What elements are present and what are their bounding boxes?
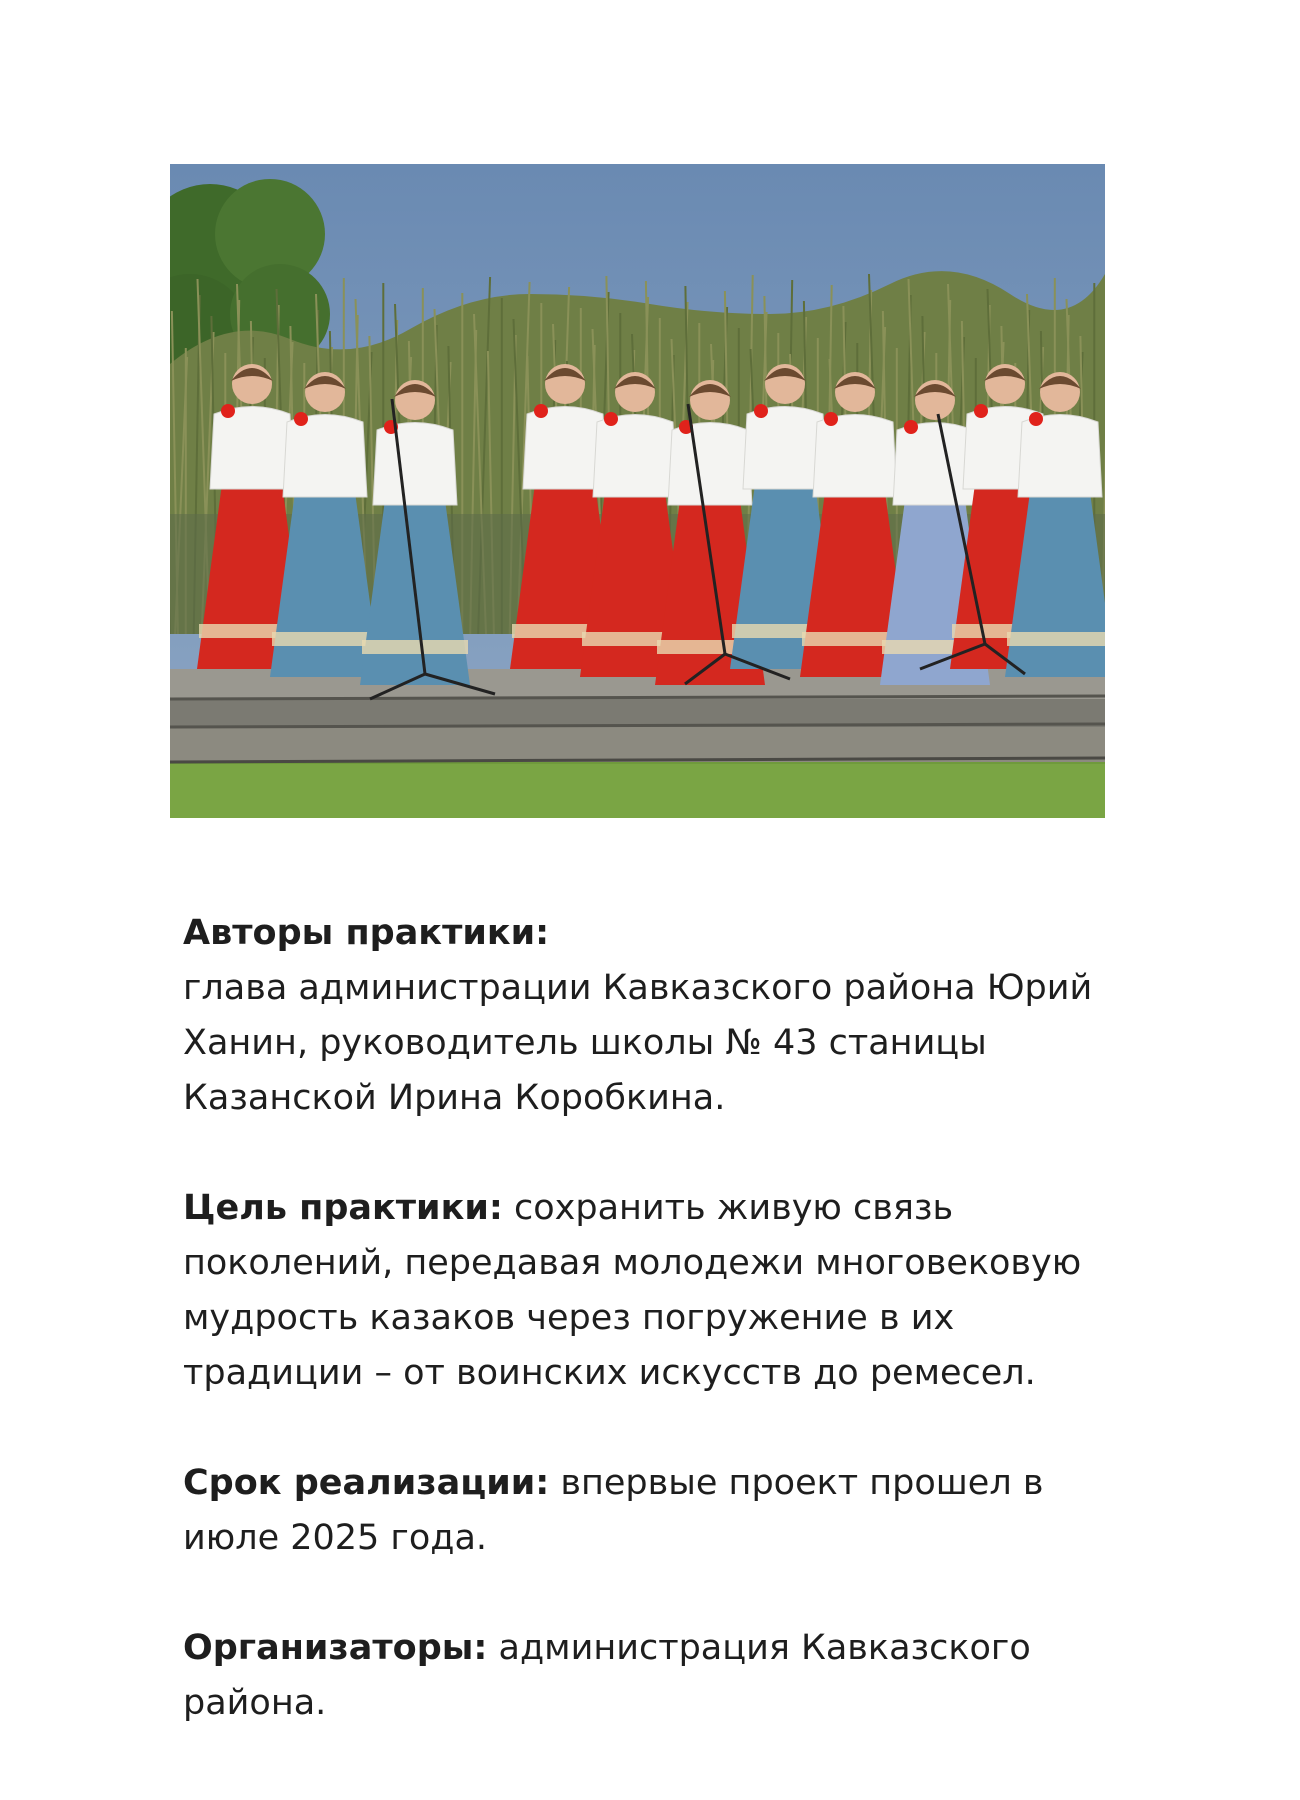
organizers-line-2: района. (183, 1683, 327, 1723)
performance-photo (170, 164, 1105, 818)
organizers-section (183, 1621, 1143, 1731)
goal-line-4: традиции – от воинских искусств до ремесел. (183, 1353, 1036, 1393)
authors-line-3: Казанской Ирина Коробкина. (183, 1078, 726, 1118)
timeline-label: Срок реализации: (183, 1463, 550, 1503)
authors-line-1: глава администрации Кавказского района Юрий (183, 968, 1093, 1008)
authors-line-2: Ханин, руководитель школы № 43 станицы (183, 1023, 987, 1063)
organizers-line-1: администрация Кавказского (487, 1628, 1031, 1668)
goal-line-3: мудрость казаков через погружение в их (183, 1298, 955, 1338)
goal-label: Цель практики: (183, 1188, 503, 1228)
choir-photo-illustration (170, 164, 1105, 818)
authors-section (183, 906, 1143, 1126)
timeline-line-2: июле 2025 года. (183, 1518, 488, 1558)
goal-line-1: сохранить живую связь (502, 1188, 954, 1228)
practice-description (183, 906, 1143, 1786)
organizers-label: Организаторы: (183, 1628, 488, 1668)
authors-label: Авторы практики: (183, 913, 550, 953)
goal-section (183, 1181, 1143, 1401)
timeline-section (183, 1456, 1143, 1566)
goal-line-2: поколений, передавая молодежи многовековую (183, 1243, 1082, 1283)
timeline-line-1: впервые проект прошел в (549, 1463, 1044, 1503)
